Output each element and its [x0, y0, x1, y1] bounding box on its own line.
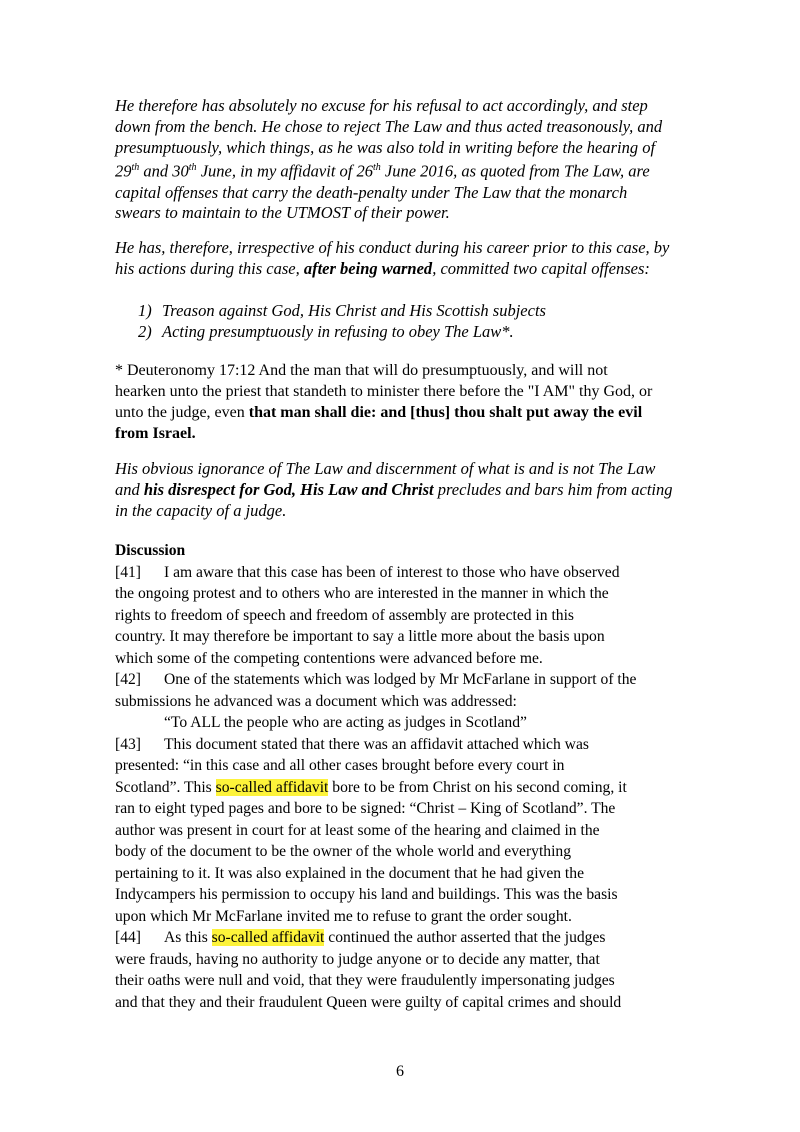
footnote [115, 360, 715, 444]
list-item: 1) Treason against God, His Christ and His Scottish subjects [138, 301, 546, 320]
paragraph-43: [43] This document stated that there was an affidavit attached which was presented: “in this case and all other cases brought before every court in Scotland”. This so-called affidavit bore to be from Christ on his second coming, it ran to eight typed pages and bore to be signed: “Christ – King of Scotland”. The author was present in court for at least some of the hearing and claimed in the body of the document to be the owner of the whole world and everything pertaining to it. It was also explained in the document that he had given the Indycampers his permission to occupy his land and buildings. This was the basis upon which Mr McFarlane invited me to refuse to grant the order sought. [115, 735, 627, 925]
text-line: He therefore has absolutely no excuse for his refusal to act accordingly, and step [115, 96, 648, 115]
text-line: 29th and 30th June, in my affidavit of 26th June 2016, as quoted from The Law, are [115, 161, 650, 181]
text-line: unto the judge, even that man shall die: and [thus] thou shalt put away the evil [115, 404, 643, 421]
text-line: his actions during this case, after being warned, committed two capital offenses: [115, 258, 650, 278]
text-line: presumptuously, which things, as he was also told in writing before the hearing of [115, 137, 656, 157]
paragraph-number: [41] [115, 563, 141, 581]
text-line: hearken unto the priest that standeth to minister there before the "I AM" thy God, or [115, 383, 653, 400]
paragraph-44: [44] As this so-called affidavit continued the author asserted that the judges were frauds, having no authority to judge anyone or to decide any matter, that their oaths were null and void, that they were fraudulently impersonating judges and that they and their fraudulent Queen were guilty of capital crimes and should [115, 929, 622, 1011]
intro-paragraph [115, 96, 715, 224]
text-line: swears to maintain to the UTMOST of their power. [115, 203, 450, 223]
list-item: 2) Acting presumptuously in refusing to obey The Law*. [138, 322, 514, 341]
text-line: from Israel. [115, 425, 196, 442]
highlighted-text: so-called affidavit [211, 929, 325, 946]
page-number: 6 [396, 1063, 404, 1080]
discussion-section [115, 540, 715, 1013]
text-line: His obvious ignorance of The Law and discernment of what is and is not The Law [115, 459, 656, 478]
paragraph-number: [42] [115, 671, 141, 688]
block-quote: “To ALL the people who are acting as judges in Scotland” [164, 714, 527, 731]
text-line: capital offenses that carry the death-penalty under The Law that the monarch [115, 182, 628, 202]
text-line: in the capacity of a judge. [115, 500, 287, 520]
paragraph-42: [42] One of the statements which was lodged by Mr McFarlane in support of the submissions he advanced was a document which was addressed: “To ALL the people who are acting as judges in Scotland” [115, 669, 715, 734]
text-line: and his disrespect for God, His Law and Christ precludes and bars him from acting [115, 479, 673, 499]
capital-offenses-paragraph [115, 238, 715, 280]
paragraph-number: [43] [115, 735, 141, 753]
paragraph-41: [41] I am aware that this case has been of interest to those who have observed the ongoing protest and to others who are interested in the manner in which the rights to freedom of speech and freedom of assembly are protected in this country. It may therefore be important to say a little more about the basis upon which some of the competing contentions were advanced before me. [115, 563, 620, 667]
text-line: * Deuteronomy 17:12 And the man that will do presumptuously, and will not [115, 362, 608, 379]
emphasis-text: after being warned [303, 258, 433, 278]
text-line: He has, therefore, irrespective of his conduct during his career prior to this case, by [115, 238, 670, 257]
highlighted-text: so-called affidavit [215, 778, 329, 796]
paragraph-number: [44] [115, 929, 141, 946]
section-heading: Discussion [115, 542, 186, 559]
text-line: down from the bench. He chose to reject The Law and thus acted treasonously, and [115, 116, 663, 136]
ignorance-paragraph [115, 459, 715, 521]
